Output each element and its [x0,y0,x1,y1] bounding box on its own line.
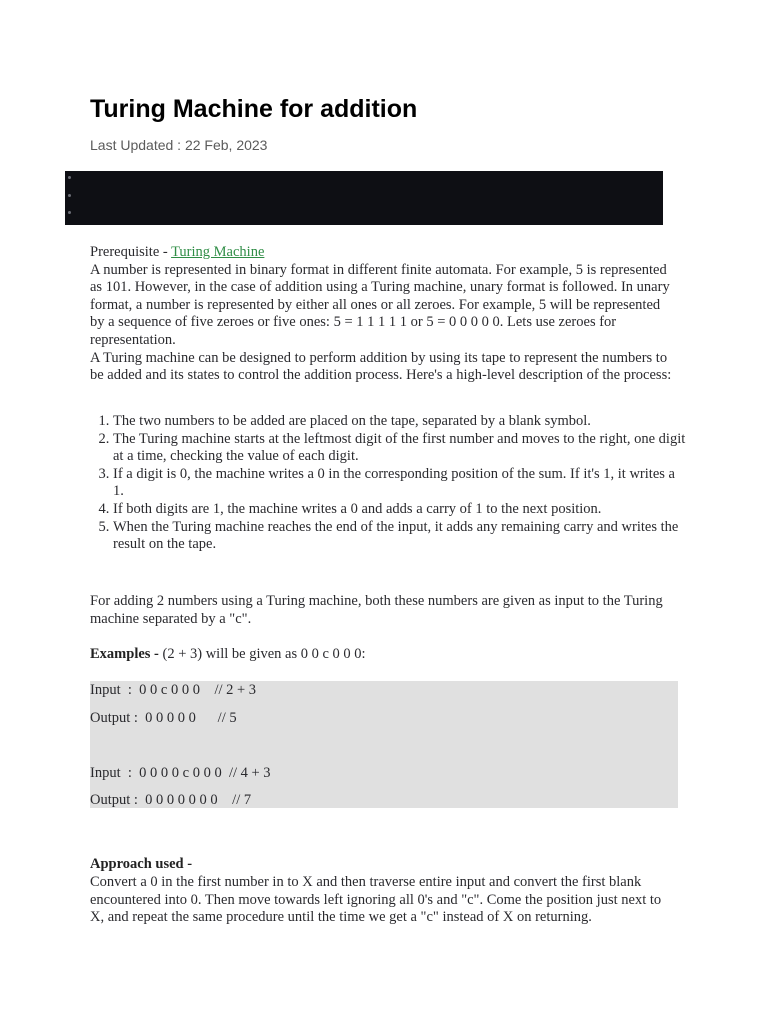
dark-banner [65,171,663,225]
code-line: Output : 0 0 0 0 0 0 0 // 7 [90,792,252,808]
list-item: 1. The two numbers to be added are placed on the tape, separated by a blank symbol. [113,413,688,431]
prerequisite-label: Prerequisite - [90,244,172,260]
process-steps-list [90,413,688,554]
code-line: Input : 0 0 c 0 0 0 // 2 + 3 [90,682,257,698]
paragraph-design: A Turing machine can be designed to perform addition by using its tape to represent the numbers to be added and its states to control the addition process. Here's a high-level description of the process: [90,349,672,384]
examples-label: Examples - [90,646,163,662]
article-intro [90,244,675,385]
bullet-dot-icon [68,211,71,214]
bullet-dot-icon [68,176,71,179]
approach-paragraph: Convert a 0 in the first number in to X and then traverse entire input and convert the first blank encountered into 0. Then move towards left ignoring all 0's and "c". Come the position just next to X, and repeat the same procedure until the time we get a "c" instead of X on returning. [90,874,662,926]
list-item: 5. When the Turing machine reaches the end of the input, it adds any remaining carry and writes the result on the tape. [113,519,688,554]
approach-heading [90,856,675,874]
paragraph-binary: A number is represented in binary format in different finite automata. For example, 5 is represented as 101. However, in the case of addition using a Turing machine, unary format is followed. In unary format, a number is represented by either all ones or all zeroes. For example, 5 will be represented by a sequence of five zeroes or five ones: 5 = 1 1 1 1 1 or 5 = 0 0 0 0 0. Lets use zeroes for representation. [90,261,670,348]
code-line: Output : 0 0 0 0 0 // 5 [90,710,237,726]
bullet-dot-icon [68,194,71,197]
list-item: 4. If both digits are 1, the machine writes a 0 and adds a carry of 1 to the next position. [113,501,688,519]
examples-line [90,646,675,664]
prerequisite-line [90,244,675,262]
approach-heading-text: Approach used - [90,856,193,872]
paragraph-adding: For adding 2 numbers using a Turing machine, both these numbers are given as input to the Turing machine separated by a "c". [90,593,663,627]
article-title: Turing Machine for addition [90,95,418,123]
list-item: 2. The Turing machine starts at the leftmost digit of the first number and moves to the right, one digit at a time, checking the value of each digit. [113,431,688,466]
code-block [90,681,678,808]
last-updated: Last Updated : 22 Feb, 2023 [90,137,268,153]
list-item: 3. If a digit is 0, the machine writes a 0 in the corresponding position of the sum. If it's 1, it writes a 1. [113,466,688,501]
examples-text: (2 + 3) will be given as 0 0 c 0 0 0: [162,646,366,662]
code-line: Input : 0 0 0 0 c 0 0 0 // 4 + 3 [90,765,271,781]
prerequisite-link[interactable]: Turing Machine [171,244,265,260]
